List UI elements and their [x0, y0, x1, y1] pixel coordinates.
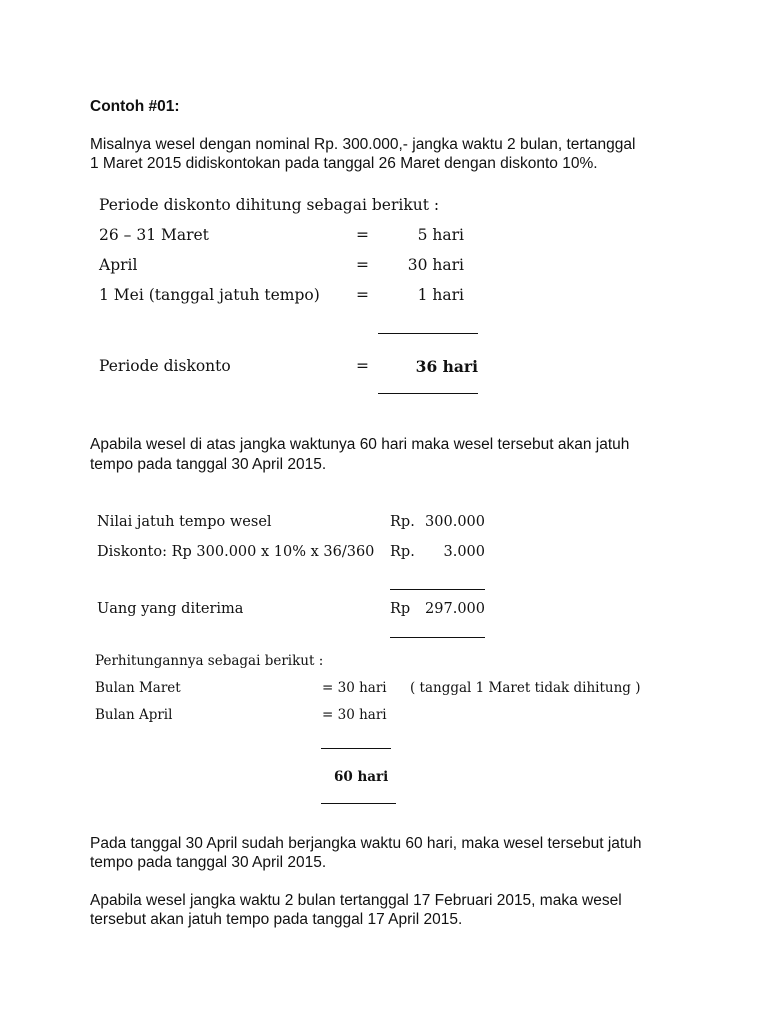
- table1-row-eq: =: [356, 256, 369, 274]
- table3-row-value: = 30 hari: [322, 707, 387, 723]
- table3-row-value: = 30 hari: [322, 680, 387, 696]
- table2-rule-bottom: [390, 637, 485, 638]
- table1-total-eq: =: [356, 357, 369, 375]
- table3-rule-top: [321, 748, 391, 749]
- table1-row-label: April: [99, 256, 138, 274]
- para2-line-2: tempo pada tanggal 30 April 2015.: [90, 456, 327, 473]
- table1-row-value: 30 hari: [407, 256, 464, 274]
- table1-row-eq: =: [356, 286, 369, 304]
- para3-line-1: Pada tanggal 30 April sudah berjangka waktu 60 hari, maka wesel tersebut jatuh: [90, 835, 642, 852]
- table3-title: Perhitungannya sebagai berikut :: [95, 653, 324, 669]
- table2-row-currency: Rp.: [390, 514, 415, 530]
- table1-rule-bottom: [378, 393, 478, 394]
- para3-line-2: tempo pada tanggal 30 April 2015.: [90, 854, 327, 871]
- table2-total-amount: 297.000: [425, 601, 485, 617]
- table2-rule-top: [390, 589, 485, 590]
- table1-row-label: 1 Mei (tanggal jatuh tempo): [99, 286, 320, 304]
- table3-row-label: Bulan April: [95, 707, 173, 723]
- table3-row-note: ( tanggal 1 Maret tidak dihitung ): [410, 680, 641, 696]
- table1-row-value: 5 hari: [417, 226, 464, 244]
- table1-rule-top: [378, 333, 478, 334]
- table1-total-label: Periode diskonto: [99, 357, 231, 375]
- table1-total-value: 36 hari: [415, 357, 478, 376]
- table2-row-amount: 3.000: [443, 544, 485, 560]
- para4-line-1: Apabila wesel jangka waktu 2 bulan tertanggal 17 Februari 2015, maka wesel: [90, 892, 622, 909]
- table1-row-label: 26 – 31 Maret: [99, 226, 209, 244]
- table2-total-label: Uang yang diterima: [97, 601, 244, 617]
- table1-row-eq: =: [356, 226, 369, 244]
- table2-total-currency: Rp: [390, 601, 411, 617]
- table3-total: 60 hari: [334, 769, 389, 785]
- table1-row-value: 1 hari: [417, 286, 464, 304]
- table2-row-label: Nilai jatuh tempo wesel: [97, 514, 272, 530]
- table3-row-label: Bulan Maret: [95, 680, 181, 696]
- para4-line-2: tersebut akan jatuh tempo pada tanggal 17 April 2015.: [90, 911, 463, 928]
- table2-row-currency: Rp.: [390, 544, 415, 560]
- table1-title: Periode diskonto dihitung sebagai berikut :: [99, 196, 440, 214]
- para2-line-1: Apabila wesel di atas jangka waktunya 60 hari maka wesel tersebut akan jatuh: [90, 436, 630, 453]
- table2-row-label: Diskonto: Rp 300.000 x 10% x 36/360: [97, 544, 375, 560]
- page-heading: Contoh #01:: [90, 98, 180, 115]
- table3-rule-bottom: [321, 803, 396, 804]
- intro-line-1: Misalnya wesel dengan nominal Rp. 300.000,- jangka waktu 2 bulan, tertanggal: [90, 136, 636, 153]
- intro-line-2: 1 Maret 2015 didiskontokan pada tanggal 26 Maret dengan diskonto 10%.: [90, 155, 598, 172]
- table2-row-amount: 300.000: [425, 514, 485, 530]
